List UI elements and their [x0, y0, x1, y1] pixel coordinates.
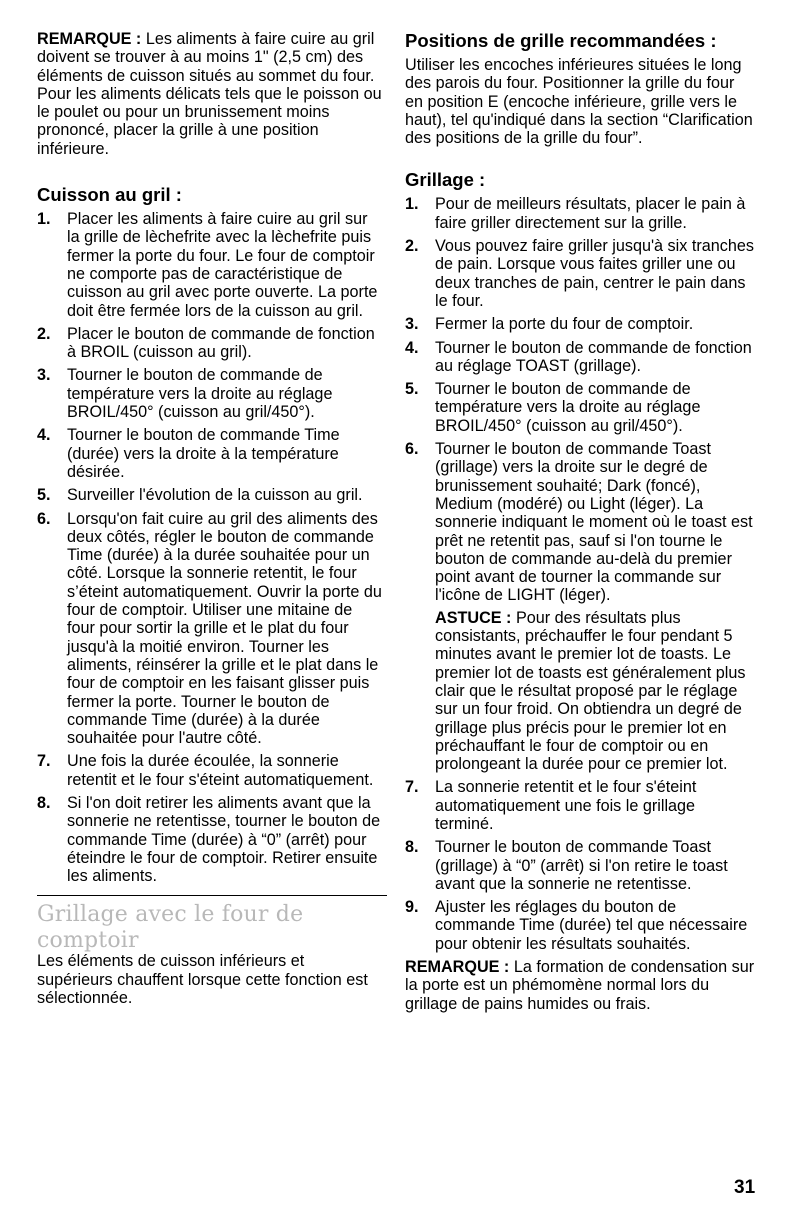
step-number: 6.	[37, 509, 51, 528]
list-item	[405, 380, 755, 435]
rack-positions-text: Utiliser les encoches inférieures situées le long des parois du four. Positionner la grille du four en position E (encoche inférieure, grille vers le haut), tel qu'indiqué dans la section “Clarification des positions de la grille du four”.	[405, 56, 753, 148]
note-text: Les aliments à faire cuire au gril doivent se trouver à au moins 1" (2,5 cm) des éléments de cuisson situés au sommet du four. Pour les aliments délicats tels que le poisson ou le poulet ou pour un brunissement moins prononcé, placer la grille à une position inférieure.	[37, 30, 382, 158]
step-text: Une fois la durée écoulée, la sonnerie retentit et le four s'éteint automatiquement.	[67, 752, 374, 789]
list-item	[37, 325, 382, 362]
step-number: 4.	[37, 426, 51, 445]
list-item	[37, 752, 382, 789]
step-text: Tourner le bouton de commande de température vers la droite au réglage BROIL/450° (cuisson au gril/450°).	[435, 380, 701, 435]
broil-steps-list	[37, 210, 382, 885]
step-text: Tourner le bouton de commande Toast (grillage) à “0” (arrêt) si l'on retire le toast avant que la sonnerie ne retentisse.	[435, 838, 728, 893]
step-text: Si l'on doit retirer les aliments avant que la sonnerie ne retentisse, tourner le bouton de commande Time (durée) à “0” (arrêt) pour éteindre le four de comptoir. Retirer ensuite les aliments.	[67, 793, 381, 886]
list-item	[405, 778, 755, 833]
toast-heading: Grillage :	[405, 169, 486, 191]
step-text: Lorsqu'on fait cuire au gril des aliments des deux côtés, régler le bouton de commande Time (durée) à la durée souhaitée pour un côté. Lorsque la sonnerie retentit, le four s’éteint automatiquement. Ouvrir la porte du four de comptoir. Utiliser une mitaine de four pour sortir la grille et le plat du four jusqu'à la moitié environ. Tourner les aliments, réinsérer la grille et le plat dans le four de comptoir en les faisant glisser puis fermer la porte. Tourner le bouton de commande Time (durée) à la durée souhaitée pour l'autre côté.	[67, 509, 382, 748]
step-text: Tourner le bouton de commande Time (durée) vers la droite à la température désirée.	[67, 426, 340, 481]
step-number: 6.	[405, 440, 419, 459]
step-text: Pour de meilleurs résultats, placer le pain à faire griller directement sur la grille.	[435, 195, 746, 232]
list-item	[405, 440, 755, 773]
step-text: Surveiller l'évolution de la cuisson au gril.	[67, 486, 363, 505]
step-number: 3.	[405, 315, 419, 334]
note-label: REMARQUE :	[405, 958, 510, 977]
step-number: 5.	[405, 380, 419, 399]
list-item	[405, 315, 755, 333]
step-text: Ajuster les réglages du bouton de commande Time (durée) tel que nécessaire pour obtenir les résultats souhaités.	[435, 898, 748, 953]
step-text: Tourner le bouton de commande Toast (grillage) vers la droite sur le degré de brunissement souhaité; Dark (foncé), Medium (modéré) ou Light (léger). La sonnerie indiquant le moment où le toast est prêt ne retentit pas, sauf si l'on tourne le bouton de commande au-delà du premier point avant de tourner la commande sur l'icône de LIGHT (léger).	[435, 440, 753, 605]
step-text: Placer les aliments à faire cuire au gril sur la grille de lèchefrite avec la lèchefrite puis fermer la porte du four. Le four de comptoir ne comporte pas de caractéristique de cuisson au gril avec porte ouverte. La porte doit être fermée lors de la cuisson au gril.	[67, 210, 378, 320]
toast-note	[405, 958, 755, 1013]
step-number: 3.	[37, 366, 51, 385]
toast-section-text: Les éléments de cuisson inférieurs et supérieurs chauffent lorsque cette fonction est sélectionnée.	[37, 952, 368, 1008]
step-text: Tourner le bouton de commande de fonction au réglage TOAST (grillage).	[435, 338, 752, 375]
list-item	[37, 486, 382, 504]
note-text: La formation de condensation sur la porte est un phémomène normal lors du grillage de pains humides ou frais.	[405, 958, 755, 1013]
tip-paragraph	[435, 609, 755, 774]
list-item	[37, 426, 382, 481]
list-item	[405, 838, 755, 893]
step-text: Fermer la porte du four de comptoir.	[435, 315, 694, 334]
step-text: La sonnerie retentit et le four s'éteint automatiquement une fois le grillage terminé.	[435, 778, 697, 833]
right-column	[405, 30, 755, 1013]
step-text: Placer le bouton de commande de fonction à BROIL (cuisson au gril).	[67, 324, 375, 362]
list-item	[405, 195, 755, 232]
section-divider	[37, 895, 387, 896]
page-number: 31	[734, 1177, 756, 1198]
step-number: 7.	[405, 778, 419, 797]
step-number: 8.	[37, 793, 51, 812]
left-column	[37, 30, 382, 1007]
step-number: 2.	[405, 237, 419, 256]
tip-label: ASTUCE :	[435, 608, 512, 627]
step-text: Tourner le bouton de commande de température vers la droite au réglage BROIL/450° (cuisson au gril/450°).	[67, 366, 333, 422]
toast-section-title: Grillage avec le four de comptoir	[37, 902, 304, 954]
list-item	[405, 898, 755, 953]
list-item	[37, 794, 382, 885]
tip-text: Pour des résultats plus consistants, préchauffer le four pendant 5 minutes avant le premier lot de toasts. Le premier lot de toasts est généralement plus clair que le résultat proposé par le réglage sur un four froid. On obtiendra un degré de grillage plus précis pour le premier lot en préchauffant le four de comptoir ou en prolongeant la durée pour ce premier lot.	[435, 608, 746, 774]
step-number: 8.	[405, 838, 419, 857]
rack-positions-heading: Positions de grille recommandées :	[405, 30, 717, 51]
step-number: 2.	[37, 324, 51, 343]
list-item	[37, 210, 382, 320]
toast-steps-list	[405, 195, 755, 953]
step-number: 4.	[405, 338, 419, 357]
note-label: REMARQUE :	[37, 30, 142, 48]
list-item	[37, 510, 382, 748]
step-number: 1.	[37, 210, 51, 229]
step-number: 5.	[37, 486, 51, 505]
step-number: 1.	[405, 195, 419, 214]
broil-note	[37, 30, 382, 158]
list-item	[405, 339, 755, 376]
step-text: Vous pouvez faire griller jusqu'à six tranches de pain. Lorsque vous faites griller une ou deux tranches de pain, centrer le pain dans le four.	[435, 237, 754, 310]
broil-heading: Cuisson au gril :	[37, 184, 182, 206]
list-item	[405, 237, 755, 310]
list-item	[37, 366, 382, 421]
step-number: 9.	[405, 898, 419, 917]
step-number: 7.	[37, 752, 51, 771]
